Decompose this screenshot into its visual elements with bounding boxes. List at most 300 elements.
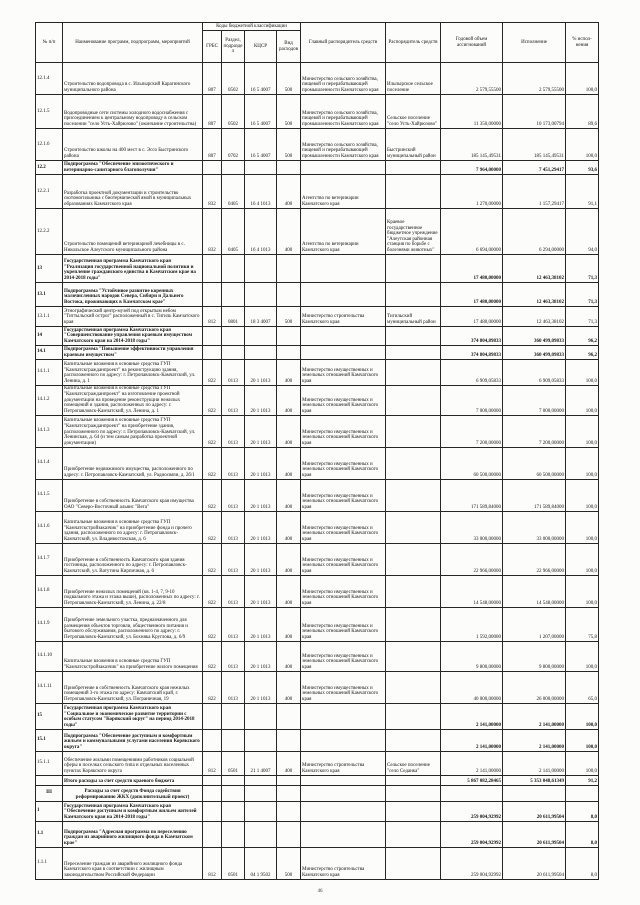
percent-cell: 96,2: [566, 345, 599, 359]
percent-cell: 100,0: [566, 415, 599, 447]
execution-amount-cell: 185 145,49531: [503, 129, 566, 161]
kcsr-cell: 20 1 1013: [245, 447, 277, 479]
razdel-cell: 0113: [222, 415, 245, 447]
row-name-cell: Государственная программа Камчатского края "Социальное и экономическое развитие территории с особым статусом "Корякский округ" на период 2014-2018 годы": [63, 703, 203, 729]
razdel-cell: [222, 703, 245, 729]
kcsr-cell: [245, 161, 277, 175]
row-name-cell: Подпрограмма "Повышение эффективности управления краевым имуществом": [63, 345, 203, 359]
annual-amount-cell: 6 909,05833: [441, 359, 503, 385]
grbs-cell: 822: [203, 479, 222, 511]
grbs-cell: 822: [203, 415, 222, 447]
main-manager-cell: Агентство по ветеринарии Камчатского края: [301, 209, 386, 255]
grbs-cell: 812: [203, 307, 222, 327]
vid-cell: 400: [277, 415, 301, 447]
razdel-cell: 0501: [222, 847, 245, 879]
kcsr-cell: [245, 255, 277, 283]
grbs-cell: 812: [203, 751, 222, 775]
razdel-cell: 0113: [222, 607, 245, 641]
vid-cell: 400: [277, 575, 301, 607]
main-manager-cell: Министерство сельского хозяйства, пищевой и перерабатывающей промышленности Камчатского края: [301, 63, 386, 95]
manager-cell: Тигильский муниципальный район: [386, 307, 441, 327]
percent-cell: 91,1: [566, 175, 599, 209]
row-name-cell: Государственная программа Камчатского края "Реализация государственной национальной политики и укрепление гражданского единства в Камчатском крае на 2014-2018 годы": [63, 255, 203, 283]
vid-cell: [277, 775, 301, 785]
manager-cell: [386, 345, 441, 359]
percent-cell: 100,0: [566, 359, 599, 385]
table-row: [36, 175, 599, 209]
main-manager-cell: Министерство строительства Камчатского края: [301, 847, 386, 879]
vid-cell: 400: [277, 511, 301, 543]
grbs-cell: 812: [203, 847, 222, 879]
row-name-cell: Строительство водопровода в с. Ильпырский Карагинского муниципального района: [63, 63, 203, 95]
vid-cell: 400: [277, 479, 301, 511]
kcsr-cell: 16 4 1013: [245, 209, 277, 255]
vid-cell: 400: [277, 359, 301, 385]
execution-amount-cell: 9 800,00000: [503, 641, 566, 671]
grbs-cell: [203, 283, 222, 307]
main-manager-cell: [301, 161, 386, 175]
vid-cell: 400: [277, 543, 301, 575]
main-manager-cell: Министерство сельского хозяйства, пищевой и перерабатывающей промышленности Камчатского края: [301, 95, 386, 129]
main-manager-cell: Министерство имущественных и земельных отношений Камчатского края: [301, 385, 386, 415]
table-row: [36, 785, 599, 801]
vid-cell: [277, 729, 301, 751]
row-number-cell: 12.1.4: [36, 63, 63, 95]
row-name-cell: Приобретение недвижимого имущества, расположенного по адресу: г. Петропавловск-Камчатский, ул. Радиосвязи, д. 2б/1: [63, 447, 203, 479]
razdel-cell: 0702: [222, 129, 245, 161]
percent-cell: 8,0: [566, 821, 599, 847]
grbs-cell: 832: [203, 175, 222, 209]
execution-amount-cell: 7 451,29417: [503, 161, 566, 175]
table-row: [36, 607, 599, 641]
vid-cell: [277, 821, 301, 847]
annual-amount-cell: 2 141,00000: [441, 751, 503, 775]
annual-amount-cell: 2 141,00000: [441, 729, 503, 751]
razdel-cell: [222, 801, 245, 821]
annual-amount-cell: 259 004,92992: [441, 801, 503, 821]
annual-amount-cell: 17 480,00000: [441, 283, 503, 307]
razdel-cell: 0501: [222, 751, 245, 775]
row-name-cell: Государственная программа Камчатского края "Обеспечение доступным и комфортным жильем жителей Камчатского края на 2014-2018 годы": [63, 801, 203, 821]
grbs-cell: [203, 703, 222, 729]
row-name-cell: Капитальные вложения в основные средства ГУП "Камчатскстройзаказчик" на приобретение фонда и прочего здания, расположенного по адресу: г. Петропавловск-Камчатский, ул. Владивостокская, д. 6: [63, 511, 203, 543]
execution-amount-cell: 10 173,00794: [503, 95, 566, 129]
percent-cell: 100,0: [566, 729, 599, 751]
execution-amount-cell: 12 463,38102: [503, 307, 566, 327]
manager-cell: [386, 607, 441, 641]
razdel-cell: [222, 255, 245, 283]
manager-cell: Быстринский муниципальный район: [386, 129, 441, 161]
manager-cell: [386, 327, 441, 346]
vid-cell: [277, 785, 301, 801]
grbs-cell: 822: [203, 641, 222, 671]
row-name-cell: Строительство помещений ветеринарной лечебницы в с. Никольское Алеутского муниципального района: [63, 209, 203, 255]
manager-cell: [386, 161, 441, 175]
execution-amount-cell: 2 141,00000: [503, 703, 566, 729]
row-number-cell: 12.2.1: [36, 175, 63, 209]
kcsr-cell: 21 1 4007: [245, 751, 277, 775]
execution-amount-cell: 1 157,29417: [503, 175, 566, 209]
razdel-cell: [222, 775, 245, 785]
row-name-cell: Итого расходы за счет средств краевого бюджета: [63, 775, 203, 785]
annual-amount-cell: 17 480,00000: [441, 255, 503, 283]
annual-amount-cell: 7 964,00000: [441, 161, 503, 175]
annual-amount-cell: 7 000,00000: [441, 385, 503, 415]
kcsr-cell: 04 1 9502: [245, 847, 277, 879]
table-row: [36, 447, 599, 479]
row-name-cell: Капитальные вложения в основные средства ГУП "Камчатскгражданпроект" на приобретение здания, расположенного по адресу: г. Петропавловск-Камчатский, ул. Ленинская, д. 64 (и тем самым разработка проектной документации): [63, 415, 203, 447]
row-number-cell: 12.1.6: [36, 129, 63, 161]
razdel-cell: 0113: [222, 447, 245, 479]
main-manager-cell: [301, 775, 386, 785]
kcsr-cell: [245, 327, 277, 346]
execution-amount-cell: 360 499,09833: [503, 345, 566, 359]
percent-cell: 100,0: [566, 511, 599, 543]
manager-cell: [386, 511, 441, 543]
grbs-cell: [203, 775, 222, 785]
row-name-cell: Приобретение в собственность Камчатского края имущества ОАО "Северо-Восточный альянс "Вега": [63, 479, 203, 511]
main-manager-cell: [301, 785, 386, 801]
execution-amount-cell: 1 207,00000: [503, 607, 566, 641]
grbs-cell: 822: [203, 511, 222, 543]
razdel-cell: 0113: [222, 671, 245, 703]
execution-amount-cell: 360 499,09833: [503, 327, 566, 346]
razdel-cell: [222, 729, 245, 751]
grbs-cell: 807: [203, 63, 222, 95]
row-number-cell: 15.1.1: [36, 751, 63, 775]
razdel-cell: 0405: [222, 175, 245, 209]
budget-execution-table: [35, 22, 599, 880]
vid-cell: [277, 327, 301, 346]
grbs-cell: [203, 821, 222, 847]
main-manager-cell: [301, 703, 386, 729]
header-razdel: Раздел, подраздел: [222, 31, 245, 63]
row-number-cell: 14.1: [36, 345, 63, 359]
percent-cell: 100,0: [566, 575, 599, 607]
percent-cell: 100,0: [566, 543, 599, 575]
table-row: [36, 511, 599, 543]
razdel-cell: 0113: [222, 359, 245, 385]
table-body: [36, 63, 599, 880]
main-manager-cell: Министерство строительства Камчатского края: [301, 751, 386, 775]
manager-cell: [386, 729, 441, 751]
row-name-cell: Водопроводные сети системы холодного водоснабжения с присоединением к центральному водопроводу в сельском поселении "село Усть-Хайрюзово" (окончание строительства): [63, 95, 203, 129]
manager-cell: [386, 447, 441, 479]
row-number-cell: 14.1.9: [36, 607, 63, 641]
razdel-cell: [222, 821, 245, 847]
execution-amount-cell: 12 463,38102: [503, 283, 566, 307]
main-manager-cell: Министерство строительства Камчатского края: [301, 307, 386, 327]
annual-amount-cell: 9 800,00000: [441, 641, 503, 671]
table-row: [36, 161, 599, 175]
manager-cell: Краевое государственное бюджетное учреждение "Алеутская районная станция по борьбе с болезнями животных": [386, 209, 441, 255]
grbs-cell: [203, 327, 222, 346]
manager-cell: [386, 479, 441, 511]
grbs-cell: [203, 161, 222, 175]
row-name-cell: Переселение граждан из аварийного жилищного фонда Камчатского края в соответствии с жилищным законодательством Российской Федерации: [63, 847, 203, 879]
execution-amount-cell: 20 611,99504: [503, 801, 566, 821]
razdel-cell: 0113: [222, 479, 245, 511]
manager-cell: Ильпырское сельское поселение: [386, 63, 441, 95]
annual-amount-cell: 171 589,84000: [441, 479, 503, 511]
vid-cell: 500: [277, 847, 301, 879]
grbs-cell: [203, 345, 222, 359]
percent-cell: 96,2: [566, 327, 599, 346]
vid-cell: [277, 801, 301, 821]
kcsr-cell: [245, 785, 277, 801]
annual-amount-cell: 14 548,00000: [441, 575, 503, 607]
row-number-cell: 1: [36, 801, 63, 821]
table-row: [36, 641, 599, 671]
vid-cell: 400: [277, 209, 301, 255]
percent-cell: 100,0: [566, 129, 599, 161]
main-manager-cell: Министерство имущественных и земельных отношений Камчатского края: [301, 415, 386, 447]
grbs-cell: 822: [203, 543, 222, 575]
vid-cell: 400: [277, 607, 301, 641]
grbs-cell: 807: [203, 95, 222, 129]
annual-amount-cell: 17 480,00000: [441, 307, 503, 327]
manager-cell: [386, 671, 441, 703]
row-number-cell: 13.1.1: [36, 307, 63, 327]
execution-amount-cell: 171 589,84000: [503, 479, 566, 511]
row-number-cell: 13: [36, 255, 63, 283]
row-name-cell: Государственная программа Камчатского края "Совершенствование управления краевым имуществом Камчатского края на 2014-2018 годы": [63, 327, 203, 346]
annual-amount-cell: [441, 785, 503, 801]
annual-amount-cell: 5 867 082,28465: [441, 775, 503, 785]
main-manager-cell: Министерство имущественных и земельных отношений Камчатского края: [301, 671, 386, 703]
vid-cell: 400: [277, 175, 301, 209]
razdel-cell: 0113: [222, 385, 245, 415]
execution-amount-cell: [503, 785, 566, 801]
kcsr-cell: 20 1 1013: [245, 543, 277, 575]
table-row: [36, 255, 599, 283]
main-manager-cell: Министерство имущественных и земельных отношений Камчатского края: [301, 479, 386, 511]
table-row: [36, 729, 599, 751]
percent-cell: 100,0: [566, 385, 599, 415]
razdel-cell: 0113: [222, 511, 245, 543]
page-number: 46: [317, 889, 323, 894]
razdel-cell: 0502: [222, 95, 245, 129]
kcsr-cell: 20 1 1013: [245, 511, 277, 543]
percent-cell: [566, 785, 599, 801]
header-kcsr: КЦСР: [245, 31, 277, 63]
annual-amount-cell: 33 000,00000: [441, 511, 503, 543]
annual-amount-cell: 259 004,92992: [441, 847, 503, 879]
header-vid: Вид расходов: [277, 31, 301, 63]
razdel-cell: 0801: [222, 307, 245, 327]
row-number-cell: 14.1.8: [36, 575, 63, 607]
manager-cell: [386, 359, 441, 385]
row-name-cell: Приобретение нежилых помещений (кв. 1-4, 7, 9-10 подвального этажа и этажа выше), расположенных по адресу: г. Петропавловск-Камчатский, ул. Ленина, д. 22/8: [63, 575, 203, 607]
grbs-cell: 822: [203, 607, 222, 641]
header-number: № п/п: [36, 23, 63, 63]
razdel-cell: [222, 161, 245, 175]
row-number-cell: 14.1.7: [36, 543, 63, 575]
percent-cell: 93,6: [566, 161, 599, 175]
manager-cell: [386, 255, 441, 283]
percent-cell: 100,0: [566, 703, 599, 729]
row-number-cell: III: [36, 785, 63, 801]
row-number-cell: [36, 775, 63, 785]
manager-cell: [386, 801, 441, 821]
table-row: [36, 775, 599, 785]
table-row: [36, 209, 599, 255]
row-name-cell: Обеспечение жилыми помещениями работников социальной сферы в поселках сельского типа и отдельных населенных пунктах Корякского округа: [63, 751, 203, 775]
main-manager-cell: [301, 327, 386, 346]
kcsr-cell: 20 1 1013: [245, 671, 277, 703]
annual-amount-cell: 374 804,89833: [441, 327, 503, 346]
row-number-cell: 12.2.2: [36, 209, 63, 255]
percent-cell: 71,3: [566, 283, 599, 307]
percent-cell: 8,0: [566, 847, 599, 879]
percent-cell: 65,0: [566, 671, 599, 703]
vid-cell: [277, 283, 301, 307]
grbs-cell: 822: [203, 575, 222, 607]
row-number-cell: 14.1.11: [36, 671, 63, 703]
manager-cell: [386, 847, 441, 879]
table-row: [36, 801, 599, 821]
manager-cell: Сельское поселение "село Седанка": [386, 751, 441, 775]
execution-amount-cell: 20 611,99504: [503, 847, 566, 879]
annual-amount-cell: 374 804,89833: [441, 345, 503, 359]
table-row: [36, 63, 599, 95]
manager-cell: [386, 415, 441, 447]
main-manager-cell: [301, 345, 386, 359]
kcsr-cell: 20 1 1013: [245, 479, 277, 511]
kcsr-cell: 18 3 4007: [245, 307, 277, 327]
table-row: [36, 821, 599, 847]
manager-cell: [386, 703, 441, 729]
razdel-cell: 0502: [222, 63, 245, 95]
kcsr-cell: 16 5 4007: [245, 63, 277, 95]
manager-cell: [386, 641, 441, 671]
percent-cell: 100,0: [566, 751, 599, 775]
kcsr-cell: [245, 345, 277, 359]
main-manager-cell: Министерство имущественных и земельных отношений Камчатского края: [301, 511, 386, 543]
annual-amount-cell: 40 000,00000: [441, 671, 503, 703]
grbs-cell: 832: [203, 209, 222, 255]
razdel-cell: 0113: [222, 543, 245, 575]
execution-amount-cell: 2 141,00000: [503, 729, 566, 751]
row-name-cell: Капитальные вложения в основные средства ГУП "Камчатскстройзаказчик" на приобретение жилого помещения: [63, 641, 203, 671]
header-annual-amount: Годовой объем ассигнований: [441, 23, 503, 63]
table-row: [36, 543, 599, 575]
manager-cell: [386, 385, 441, 415]
header-manager: Распорядитель средств: [386, 23, 441, 63]
percent-cell: 100,0: [566, 63, 599, 95]
execution-amount-cell: 2 579,55500: [503, 63, 566, 95]
vid-cell: 400: [277, 671, 301, 703]
table-row: [36, 479, 599, 511]
grbs-cell: 822: [203, 671, 222, 703]
razdel-cell: 0113: [222, 575, 245, 607]
row-number-cell: 14.1.4: [36, 447, 63, 479]
table-row: [36, 751, 599, 775]
row-number-cell: 14.1.3: [36, 415, 63, 447]
execution-amount-cell: 22 966,00000: [503, 543, 566, 575]
table-row: [36, 385, 599, 415]
percent-cell: 100,0: [566, 447, 599, 479]
row-number-cell: 13.1: [36, 283, 63, 307]
execution-amount-cell: 6 909,05833: [503, 359, 566, 385]
vid-cell: 500: [277, 63, 301, 95]
percent-cell: 94,0: [566, 209, 599, 255]
manager-cell: [386, 821, 441, 847]
kcsr-cell: 16 4 1013: [245, 175, 277, 209]
table-header: [36, 23, 599, 63]
grbs-cell: [203, 801, 222, 821]
kcsr-cell: 20 1 1013: [245, 415, 277, 447]
kcsr-cell: [245, 821, 277, 847]
percent-cell: 71,3: [566, 255, 599, 283]
manager-cell: [386, 283, 441, 307]
vid-cell: [277, 703, 301, 729]
row-name-cell: Строительство школы на 400 мест в с. Эссо Быстринского района: [63, 129, 203, 161]
execution-amount-cell: 2 141,00000: [503, 751, 566, 775]
execution-amount-cell: 7 200,00000: [503, 415, 566, 447]
vid-cell: [277, 255, 301, 283]
annual-amount-cell: 2 141,00000: [441, 703, 503, 729]
kcsr-cell: 16 5 4007: [245, 95, 277, 129]
table-row: [36, 95, 599, 129]
kcsr-cell: 16 5 4007: [245, 129, 277, 161]
main-manager-cell: [301, 801, 386, 821]
table-row: [36, 671, 599, 703]
vid-cell: 400: [277, 641, 301, 671]
header-grbs: ГРБС: [203, 31, 222, 63]
execution-amount-cell: 5 353 048,61349: [503, 775, 566, 785]
table-row: [36, 345, 599, 359]
percent-cell: 91,2: [566, 775, 599, 785]
grbs-cell: 822: [203, 447, 222, 479]
row-number-cell: 12.2: [36, 161, 63, 175]
main-manager-cell: Агентство по ветеринарии Камчатского края: [301, 175, 386, 209]
header-budget-codes: Коды бюджетной классификации: [203, 23, 301, 31]
main-manager-cell: [301, 821, 386, 847]
row-name-cell: Приобретение земельного участка, предназначенного для размещения объектов торговли, общественного питания и бытового обслуживания, расположенного по адресу: г. Петропавловск-Камчатский, ул. Бохняка Круглова, д. 6/9: [63, 607, 203, 641]
main-manager-cell: Министерство имущественных и земельных отношений Камчатского края: [301, 575, 386, 607]
row-name-cell: Приобретение в собственность Камчатского края нежилых помещений 3-го этажа по адресу: Камчатский край, г. Петропавловск-Камчатский, ул. Пограничная, 19: [63, 671, 203, 703]
vid-cell: 500: [277, 307, 301, 327]
manager-cell: [386, 775, 441, 785]
grbs-cell: 822: [203, 359, 222, 385]
grbs-cell: [203, 785, 222, 801]
grbs-cell: 822: [203, 385, 222, 415]
grbs-cell: [203, 729, 222, 751]
main-manager-cell: [301, 283, 386, 307]
manager-cell: Сельское поселение "село Усть-Хайрюзово": [386, 95, 441, 129]
execution-amount-cell: 60 500,00000: [503, 447, 566, 479]
vid-cell: [277, 161, 301, 175]
kcsr-cell: 20 1 1013: [245, 641, 277, 671]
main-manager-cell: Министерство имущественных и земельных отношений Камчатского края: [301, 641, 386, 671]
vid-cell: 400: [277, 385, 301, 415]
annual-amount-cell: 2 579,55500: [441, 63, 503, 95]
table-row: [36, 415, 599, 447]
razdel-cell: 0405: [222, 209, 245, 255]
row-number-cell: 14: [36, 327, 63, 346]
table-row: [36, 307, 599, 327]
manager-cell: [386, 575, 441, 607]
main-manager-cell: Министерство имущественных и земельных отношений Камчатского края: [301, 359, 386, 385]
grbs-cell: [203, 255, 222, 283]
annual-amount-cell: 7 200,00000: [441, 415, 503, 447]
vid-cell: 500: [277, 129, 301, 161]
razdel-cell: [222, 327, 245, 346]
table-row: [36, 283, 599, 307]
grbs-cell: 807: [203, 129, 222, 161]
row-number-cell: 12.1.5: [36, 95, 63, 129]
